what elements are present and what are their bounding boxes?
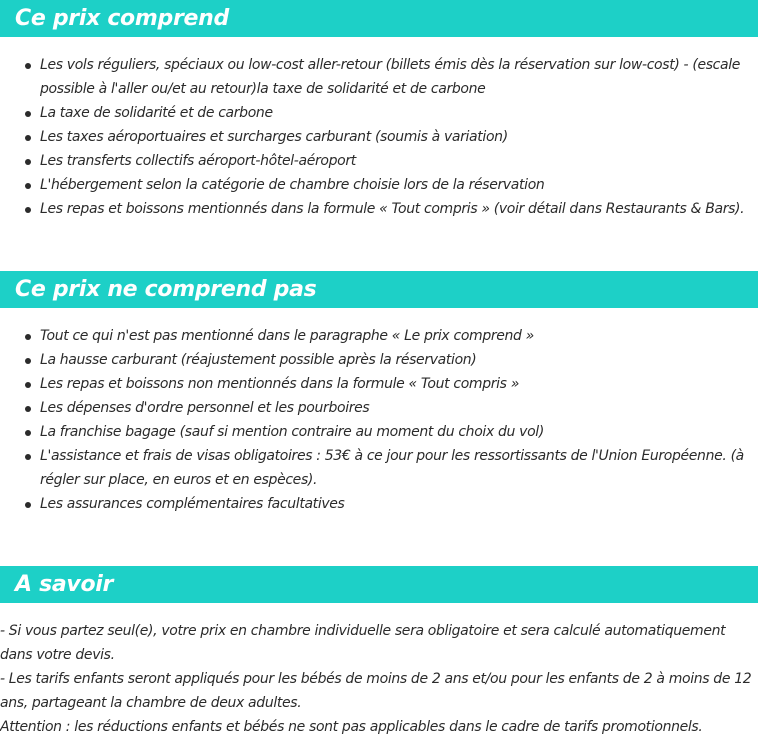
list-item: La franchise bagage (sauf si mention contraire au moment du choix du vol) [0,420,758,444]
list-item: L'hébergement selon la catégorie de chambre choisie lors de la réservation [0,173,758,197]
list-item: Tout ce qui n'est pas mentionné dans le paragraphe « Le prix comprend » [0,324,758,348]
list-item: Les repas et boissons non mentionnés dans la formule « Tout compris » [0,372,758,396]
info-paragraph: - Les tarifs enfants seront appliqués pour les bébés de moins de 2 ans et/ou pour les enfants de 2 à moins de 12 ans, partageant la chambre de deux adultes. [0,671,752,711]
section-header-included [0,0,758,37]
info-paragraph: - Si vous partez seul(e), votre prix en chambre individuelle sera obligatoire et sera calculé automatiquement dans votre devis. [0,623,726,663]
list-item: La taxe de solidarité et de carbone [0,101,758,125]
section-header-info [0,566,758,603]
section-title-excluded: Ce prix ne comprend pas [15,277,317,302]
list-item: Les vols réguliers, spéciaux ou low-cost aller-retour (billets émis dès la réservation sur low-cost) - (escale possible à l'aller ou/et au retour)la taxe de solidarité et de carbone [0,53,758,101]
list-item: Les transferts collectifs aéroport-hôtel-aéroport [0,149,758,173]
list-item: Les dépenses d'ordre personnel et les pourboires [0,396,758,420]
included-list [0,53,758,221]
list-item: L'assistance et frais de visas obligatoires : 53€ à ce jour pour les ressortissants de l'Union Européenne. (à régler sur place, en euros et en espèces). [0,444,758,492]
info-paragraph: Attention : les réductions enfants et bébés ne sont pas applicables dans le cadre de tarifs promotionnels. [0,719,703,735]
excluded-list [0,324,758,516]
list-item: Les taxes aéroportuaires et surcharges carburant (soumis à variation) [0,125,758,149]
section-title-info: A savoir [15,572,114,597]
list-item: La hausse carburant (réajustement possible après la réservation) [0,348,758,372]
list-item: Les assurances complémentaires facultatives [0,492,758,516]
section-title-included: Ce prix comprend [15,6,229,31]
section-header-excluded [0,271,758,308]
info-text [0,619,758,739]
list-item: Les repas et boissons mentionnés dans la formule « Tout compris » (voir détail dans Restaurants & Bars). [0,197,758,221]
